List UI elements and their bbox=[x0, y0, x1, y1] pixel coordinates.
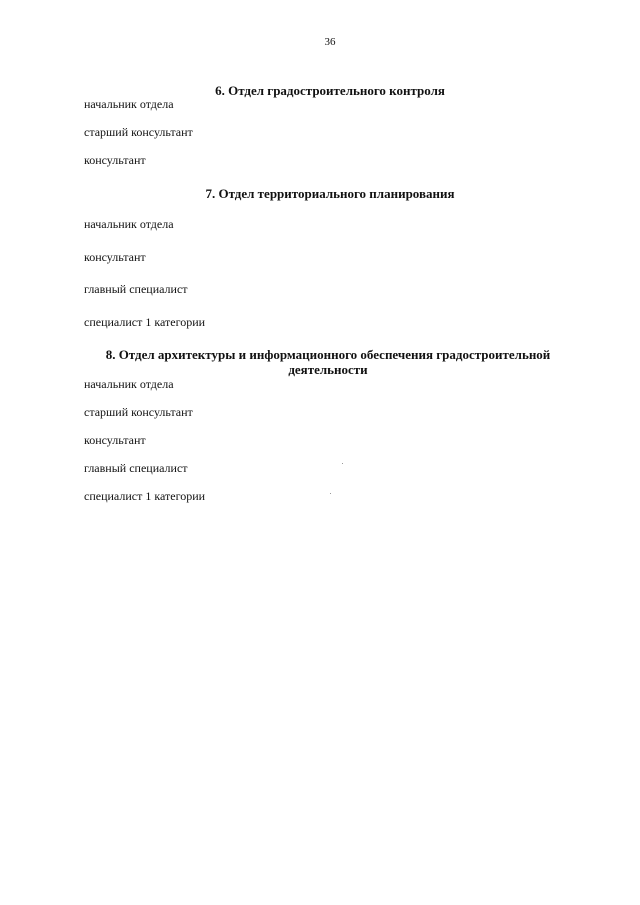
section-8-title-line-1: 8. Отдел архитектуры и информационного обеспечения градостроительной bbox=[105, 347, 551, 362]
section-6-position-3: консультант bbox=[84, 153, 146, 167]
section-6-position-1: начальник отдела bbox=[84, 97, 174, 111]
section-8-position-4: главный специалист bbox=[84, 461, 188, 475]
section-8-title-line-2: деятельности bbox=[288, 362, 368, 377]
scan-speck bbox=[342, 463, 343, 464]
section-8-position-1: начальник отдела bbox=[84, 377, 174, 391]
section-8-position-5: специалист 1 категории bbox=[84, 489, 206, 503]
section-7-position-2: консультант bbox=[84, 250, 146, 264]
section-6-title: 6. Отдел градостроительного контроля bbox=[215, 83, 445, 98]
section-6-position-2: старший консультант bbox=[84, 125, 193, 139]
section-7-position-3: главный специалист bbox=[84, 282, 188, 296]
section-7-position-1: начальник отдела bbox=[84, 217, 174, 231]
section-7-title: 7. Отдел территориального планирования bbox=[205, 186, 455, 201]
section-8-position-3: консультант bbox=[84, 433, 146, 447]
scan-speck bbox=[330, 493, 331, 494]
page-number: 36 bbox=[324, 36, 336, 48]
section-7-position-4: специалист 1 категории bbox=[84, 315, 206, 329]
section-8-position-2: старший консультант bbox=[84, 405, 193, 419]
